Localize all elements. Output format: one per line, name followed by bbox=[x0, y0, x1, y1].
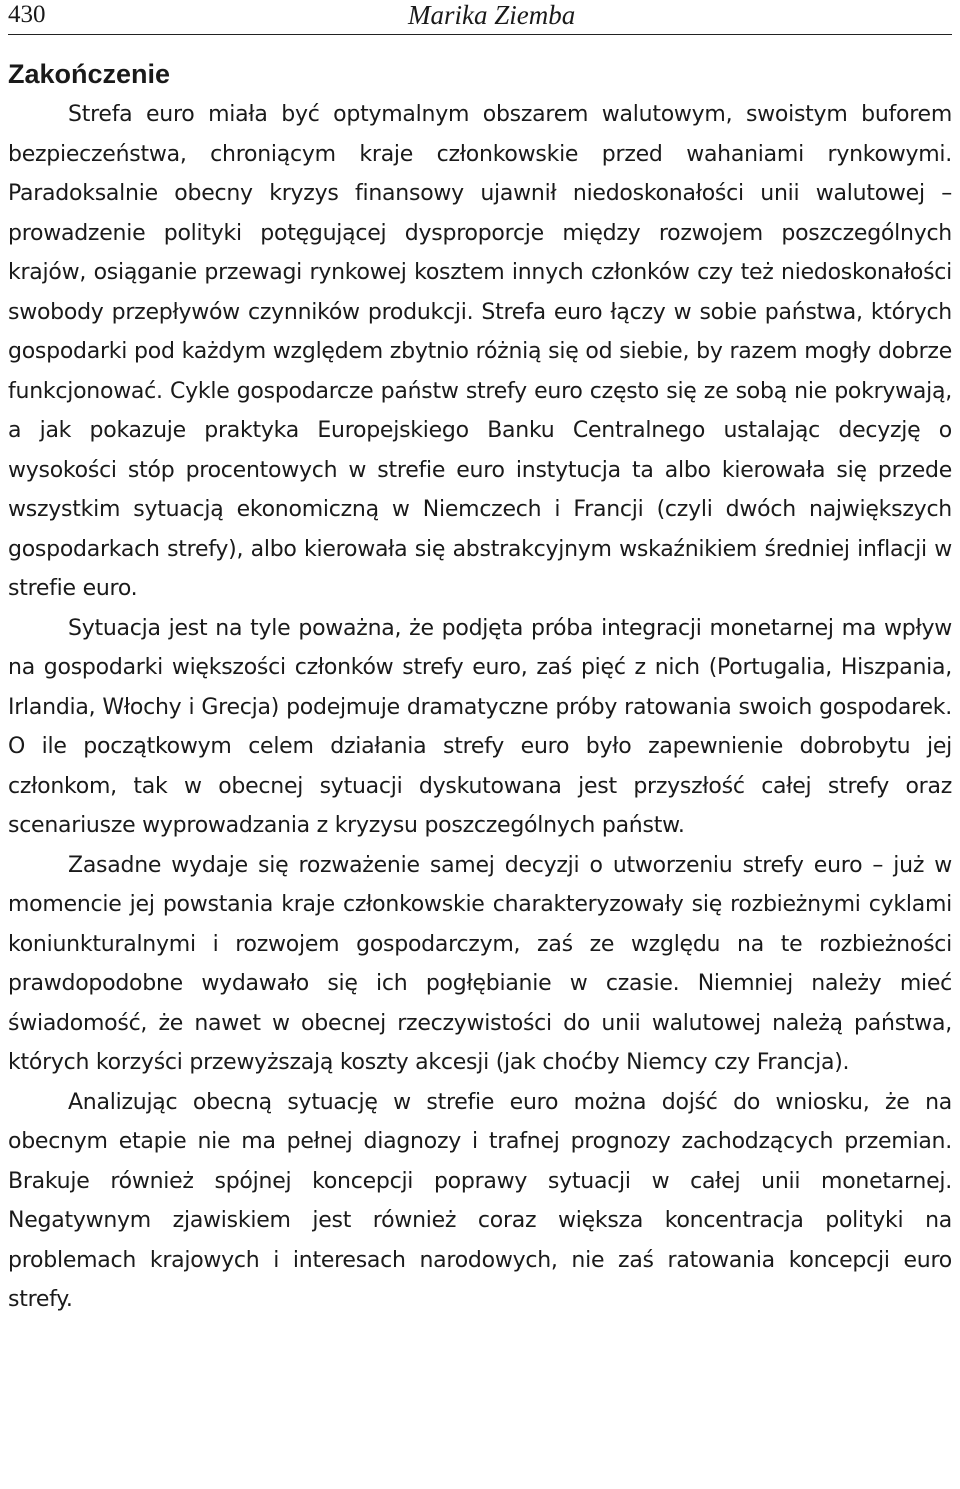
paragraph: Analizując obecną sytuację w strefie euro można dojść do wniosku, że na obecnym etapie nie ma pełnej diagnozy i trafnej prognozy zachodzących przemian. Brakuje również spójnej koncepcji poprawy sytuacji w całej unii monetarnej. Negatywnym zjawiskiem jest również coraz większa koncentracja polityki na problemach krajowych i interesach narodowych, nie zaś ratowania koncepcji euro strefy. bbox=[8, 1089, 952, 1312]
section-title: Zakończenie bbox=[8, 59, 171, 89]
running-header bbox=[8, 0, 952, 35]
paragraph: Strefa euro miała być optymalnym obszarem walutowym, swoistym buforem bezpieczeństwa, chroniącym kraje członkowskie przed wahaniami rynkowymi. Paradoksalnie obecny kryzys finansowy ujawnił niedoskonałości unii walutowej – prowadzenie polityki potęgującej dysproporcje między rozwojem poszczególnych krajów, osiąganie przewagi rynkowej kosztem innych członków czy też niedoskonałości swobody przepływów czynników produkcji. Strefa euro łączy w sobie państwa, których gospodarki pod każdym względem zbytnio różnią się od siebie, by razem mogły dobrze funkcjonować. Cykle gospodarcze państw strefy euro często się ze sobą nie pokrywają, a jak pokazuje praktyka Europejskiego Banku Centralnego ustalając decyzję o wysokości stóp procentowych w strefie euro instytucja ta albo kierowała się przede wszystkim sytuacją ekonomiczną w Niemczech i Francji (czyli dwóch największych gospodarkach strefy), albo kierowała się abstrakcyjnym wskaźnikiem średniej inflacji w strefie euro. bbox=[8, 102, 952, 601]
paragraph: Sytuacja jest na tyle poważna, że podjęta próba integracji monetarnej ma wpływ na gospodarki większości członków strefy euro, zaś pięć z nich (Portugalia, Hiszpania, Irlandia, Włochy i Grecja) podejmuje dramatyczne próby ratowania swoich gospodarek. O ile początkowym celem działania strefy euro było zapewnienie dobrobytu jej członkom, tak w obecnej sytuacji dyskutowana jest przyszłość całej strefy oraz scenariusze wyprowadzania z kryzysu poszczególnych państw. bbox=[8, 615, 952, 838]
running-head-author: Marika Ziemba bbox=[408, 0, 576, 30]
body-text bbox=[8, 95, 952, 1320]
page-number: 430 bbox=[8, 1, 46, 28]
paragraph: Zasadne wydaje się rozważenie samej decyzji o utworzeniu strefy euro – już w momencie jej powstania kraje członkowskie charakteryzowały się rozbieżnymi cyklami koniunkturalnymi i rozwojem gospodarczym, zaś ze względu na te rozbieżności prawdopodobne wydawało się ich pogłębianie w czasie. Niemniej należy mieć świadomość, że nawet w obecnej rzeczywistości do unii walutowej należą państwa, których korzyści przewyższają koszty akcesji (jak choćby Niemcy czy Francja). bbox=[8, 852, 952, 1075]
